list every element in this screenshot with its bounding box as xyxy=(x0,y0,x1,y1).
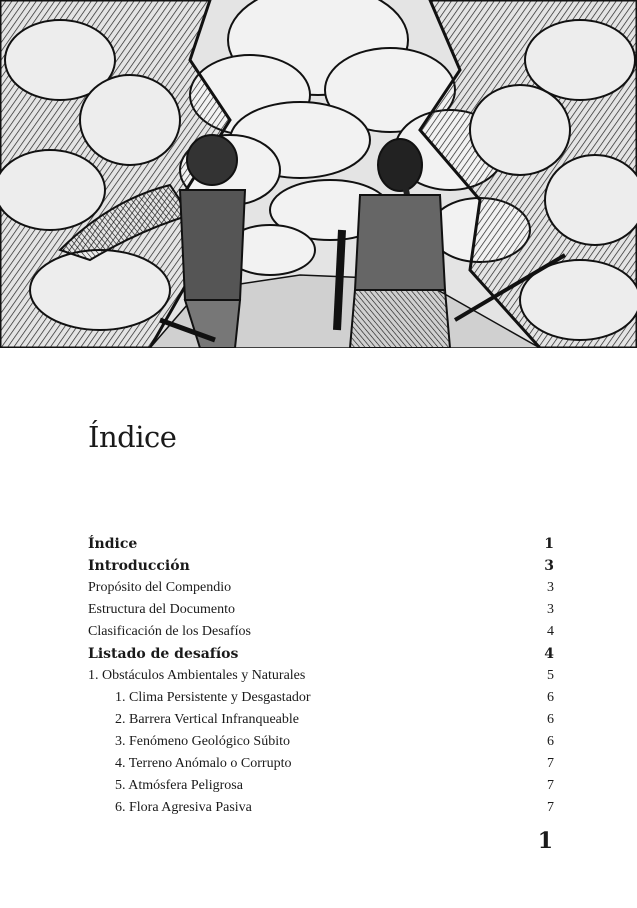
toc-entry-label: 1. Obstáculos Ambientales y Naturales xyxy=(88,668,306,683)
toc-entry[interactable] xyxy=(88,643,554,665)
toc-entry-page: 6 xyxy=(547,690,554,705)
toc-entry-label: Propósito del Compendio xyxy=(88,580,232,595)
toc-entry[interactable] xyxy=(88,709,554,731)
toc-entry-page: 3 xyxy=(544,558,554,574)
toc-entry[interactable] xyxy=(88,599,554,621)
toc-entry[interactable] xyxy=(88,731,554,753)
toc-entry[interactable] xyxy=(88,577,554,599)
toc-entry-page: 7 xyxy=(547,778,554,793)
toc-entry[interactable] xyxy=(88,775,554,797)
page-title: Índice xyxy=(88,420,177,454)
toc-entry[interactable] xyxy=(88,555,554,577)
toc-entry[interactable] xyxy=(88,687,554,709)
toc-entry-page: 7 xyxy=(547,756,554,771)
toc-entry-page: 5 xyxy=(547,668,554,683)
toc-entry-label: 4. Terreno Anómalo o Corrupto xyxy=(115,756,292,771)
toc-entry-page: 3 xyxy=(547,580,554,595)
toc-entry-page: 4 xyxy=(544,646,554,662)
toc-entry-page: 4 xyxy=(547,624,554,639)
toc-entry[interactable] xyxy=(88,665,554,687)
toc-entry-label: 6. Flora Agresiva Pasiva xyxy=(115,800,252,815)
toc-entry[interactable] xyxy=(88,621,554,643)
toc-entry-page: 1 xyxy=(544,536,554,552)
toc-entry-page: 6 xyxy=(547,712,554,727)
toc-entry-page: 7 xyxy=(547,800,554,815)
toc-entry-label: Listado de desafíos xyxy=(88,646,239,662)
toc-entry-label: 2. Barrera Vertical Infranqueable xyxy=(115,712,299,727)
toc-entry-page: 6 xyxy=(547,734,554,749)
toc-entry-label: Estructura del Documento xyxy=(88,602,235,617)
toc-entry-label: 1. Clima Persistente y Desgastador xyxy=(115,690,311,705)
page-number: 1 xyxy=(537,828,553,854)
table-of-contents xyxy=(88,533,554,819)
toc-entry-label: Índice xyxy=(88,536,138,552)
toc-entry-label: 3. Fenómeno Geológico Súbito xyxy=(115,734,290,749)
toc-entry[interactable] xyxy=(88,753,554,775)
toc-entry[interactable] xyxy=(88,533,554,555)
toc-entry-label: Introducción xyxy=(88,558,190,574)
toc-entry-label: 5. Atmósfera Peligrosa xyxy=(115,778,243,793)
toc-entry-label: Clasificación de los Desafíos xyxy=(88,624,251,639)
toc-entry[interactable] xyxy=(88,797,554,819)
illustration-drawing xyxy=(0,0,637,348)
canyon-warriors-illustration xyxy=(0,0,637,348)
toc-entry-page: 3 xyxy=(547,602,554,617)
